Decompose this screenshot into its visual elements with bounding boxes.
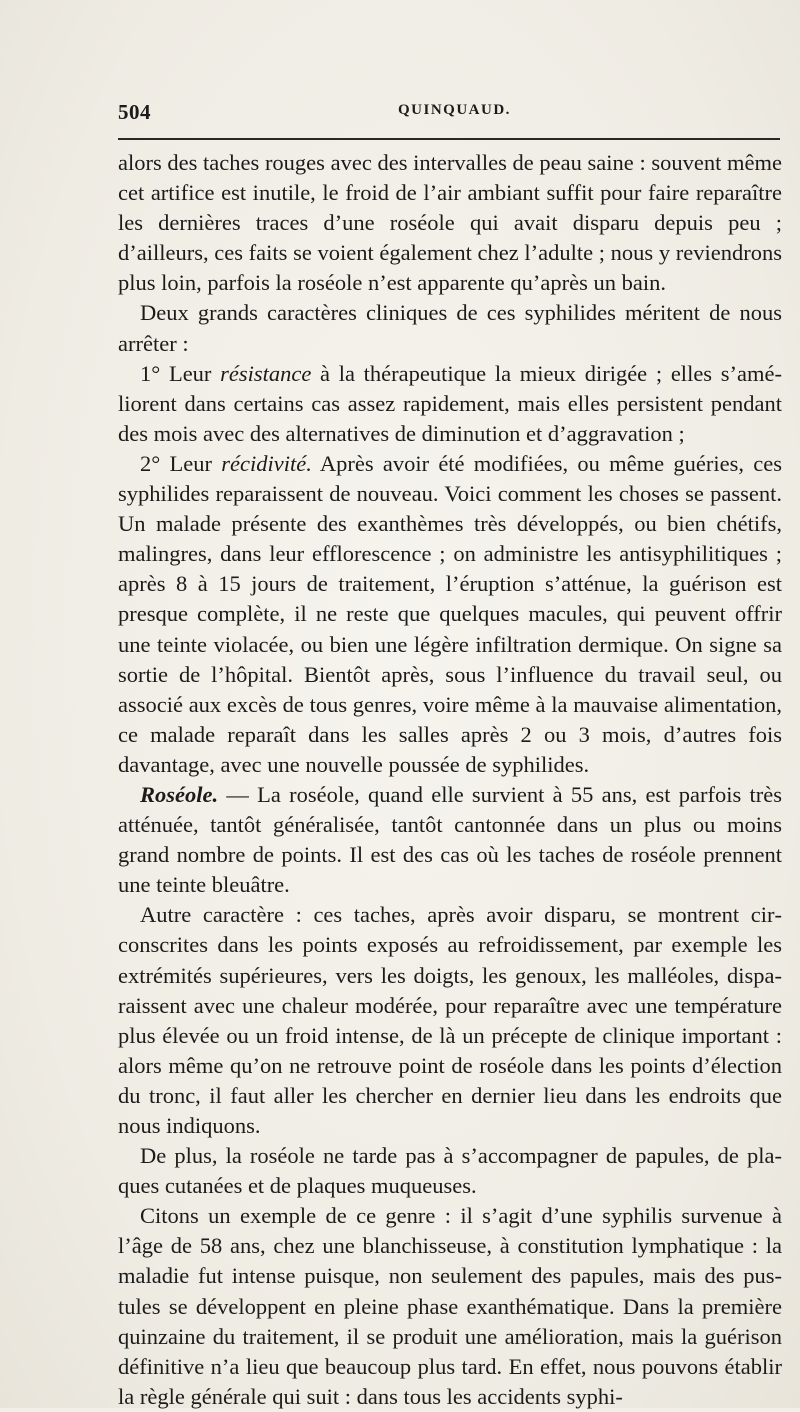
paragraph-6: Autre caractère : ces taches, après avoir disparu, se montrent circonscrites dans les points exposés au refroidissement, par exemple les extrémités supérieures, vers les doigts, les genoux, les malléoles, disparaissent avec une chaleur modérée, pour reparaître avec une température plus élevée ou un froid intense, de là un précepte de clinique important : alors même qu’on ne retrouve point de roséole dans les points d’élection du tronc, il faut aller les chercher en dernier lieu dans les endroits que nous indiquons.: [118, 902, 782, 1138]
body-text: [118, 148, 782, 1412]
paragraph-8: Citons un exemple de ce genre : il s’agit d’une syphilis survenue à l’âge de 58 ans, chez une blanchisseuse, à constitution lymphatique : la maladie fut intense puisque, non seulement des papules, mais des pustules se développent en pleine phase exanthématique. Dans la première quinzaine du traitement, il se produit une amélioration, mais la guérison définitive n’a lieu que beaucoup plus tard. En effet, nous pouvons établir la règle générale qui suit : dans tous les accidents syphi-: [118, 1203, 782, 1409]
page-header: [118, 100, 780, 130]
paragraph-1: alors des taches rouges avec des intervalles de peau saine : souvent même cet artifice est inutile, le froid de l’air ambiant suffit pour faire reparaître les dernières traces d’une roséole qui avait disparu depuis peu ; d’ailleurs, ces faits se voient également chez l’adulte ; nous y reviendrons plus loin, parfois la roséole n’est apparente qu’après un bain.: [118, 150, 782, 296]
header-rule: [118, 138, 780, 140]
term-resistance: résistance: [220, 360, 312, 386]
paragraph-4-lead: 2° Leur: [140, 450, 222, 476]
paragraph-4-text: Après avoir été modifiées, ou même guéries, ces syphilides reparaissent de nouveau. Voici comment les choses se passent. Un malade présente des exanthèmes très développés, ou bien chétifs, malingres, dans leur efflorescence ; on administre les antisyphilitiques ; après 8 à 15 jours de traitement, l’éruption s’atténue, la guérison est presque complète, il ne reste que quelques macules, qui peuvent offrir une teinte violacée, ou bien une légère infiltration dermique. On signe sa sortie de l’hôpital. Bientôt après, sous l’influence du travail seul, ou associé aux excès de tous genres, voire même à la mauvaise alimentation, ce malade reparaît dans les salles après 2 ou 3 mois, d’autres fois davantage, avec une nouvelle poussée de syphilides.: [118, 450, 782, 777]
section-heading-roseole: Roséole.: [140, 781, 219, 807]
paragraph-2: Deux grands caractères cliniques de ces syphilides méritent de nous arrêter :: [118, 300, 782, 356]
term-recidivite: récidivité.: [221, 450, 312, 476]
paragraph-3-lead: 1° Leur: [140, 360, 221, 386]
paragraph-3: [118, 359, 782, 449]
paragraph-5: [118, 780, 782, 900]
paragraph-5-text: — La roséole, quand elle survient à 55 ans, est parfois très atténuée, tantôt généralisée, tantôt cantonnée dans un plus ou moins grand nombre de points. Il est des cas où les taches de roséole prennent une teinte bleuâtre.: [118, 781, 782, 898]
paragraph-7: De plus, la roséole ne tarde pas à s’accompagner de papules, de plaques cutanées et de plaques muqueuses.: [118, 1143, 782, 1199]
paragraph-3-text: à la thérapeutique la mieux dirigée ; elles s’améliorent dans certains cas assez rapidement, mais elles persistent pendant des mois avec des alternatives de diminution et d’aggravation ;: [118, 360, 782, 446]
running-head: QUINQUAUD.: [398, 102, 511, 118]
page-number: 504: [118, 100, 151, 124]
paragraph-4: [118, 449, 782, 780]
